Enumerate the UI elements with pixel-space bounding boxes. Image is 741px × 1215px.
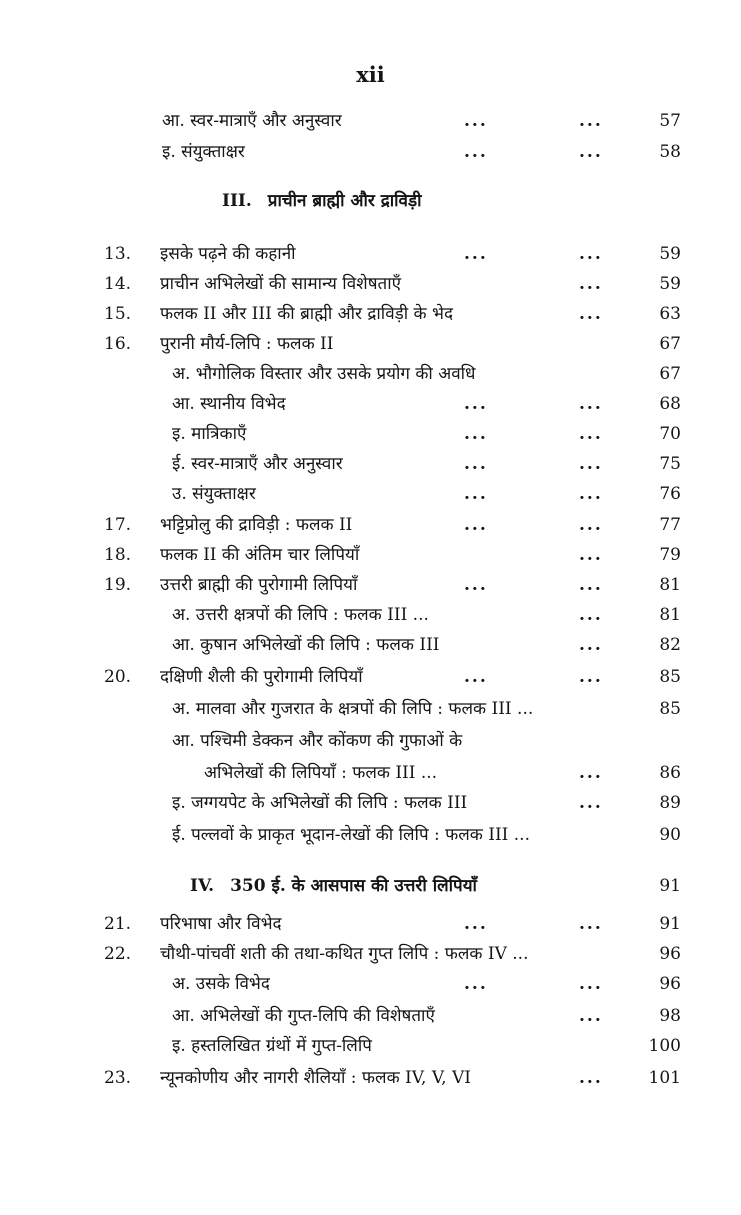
toc-entry — [104, 137, 684, 167]
entry-title: इ. संयुक्ताक्षर — [162, 142, 245, 162]
entry-page: 59 — [659, 244, 681, 264]
entry-title: आ. अभिलेखों की गुप्त-लिपि की विशेषताएँ — [172, 1006, 435, 1026]
leader-dots: ... — [579, 274, 603, 294]
toc-entry — [104, 389, 684, 419]
leader-dots: ... — [579, 515, 603, 535]
toc-entry — [104, 479, 684, 509]
entry-title: अभिलेखों की लिपियाँ : फलक III ... — [204, 763, 438, 783]
entry-title: फलक II और III की ब्राह्मी और द्राविड़ी के भेद — [160, 304, 453, 324]
entry-page: 101 — [648, 1068, 681, 1088]
entry-page: 57 — [659, 111, 681, 131]
entry-title: इ. हस्तलिखित ग्रंथों में गुप्त-लिपि — [172, 1036, 372, 1056]
entry-title: ई. पल्लवों के प्राकृत भूदान-लेखों की लिपि : फलक III ... — [172, 825, 530, 845]
section-roman: III. — [222, 191, 252, 211]
leader-dots: ... — [579, 763, 603, 783]
entry-title: आ. स्थानीय विभेद — [172, 394, 286, 414]
leader-dots: ... — [579, 394, 603, 414]
entry-page: 59 — [659, 274, 681, 294]
entry-page: 82 — [659, 635, 681, 655]
leader-dots: ... — [579, 1006, 603, 1026]
entry-page: 90 — [659, 825, 681, 845]
leader-dots: ... — [464, 974, 488, 994]
toc-entry — [104, 662, 684, 692]
leader-dots: ... — [579, 304, 603, 324]
entry-page: 75 — [659, 454, 681, 474]
toc-entry — [104, 909, 684, 939]
leader-dots: ... — [579, 793, 603, 813]
entry-page: 79 — [659, 545, 681, 565]
entry-page: 96 — [659, 944, 681, 964]
entry-number: 18. — [104, 545, 132, 565]
entry-title: अ. भौगोलिक विस्तार और उसके प्रयोग की अवधि — [172, 364, 476, 384]
toc-entry — [104, 969, 684, 999]
leader-dots: ... — [579, 1068, 603, 1088]
leader-dots: ... — [579, 142, 603, 162]
toc-entry — [104, 299, 684, 329]
toc-entry — [104, 1063, 684, 1093]
page-number: xii — [356, 62, 385, 87]
entry-title: भट्टिप्रोलु की द्राविड़ी : फलक II — [160, 515, 353, 535]
toc-entry — [104, 788, 684, 818]
entry-page: 58 — [659, 142, 681, 162]
entry-title: आ. पश्चिमी डेक्कन और कोंकण की गुफाओं के — [172, 731, 463, 751]
entry-title: चौथी-पांचवीं शती की तथा-कथित गुप्त लिपि : फलक IV ... — [160, 944, 529, 964]
entry-number: 19. — [104, 575, 132, 595]
entry-number: 21. — [104, 914, 132, 934]
section-heading — [222, 185, 692, 217]
entry-number: 16. — [104, 334, 132, 354]
entry-page: 86 — [659, 763, 681, 783]
leader-dots: ... — [464, 244, 488, 264]
entry-title: आ. कुषान अभिलेखों की लिपि : फलक III — [172, 635, 440, 655]
toc-entry — [104, 630, 684, 660]
leader-dots: ... — [579, 424, 603, 444]
leader-dots: ... — [464, 394, 488, 414]
entry-page: 81 — [659, 575, 681, 595]
entry-page: 100 — [648, 1036, 681, 1056]
entry-title: आ. स्वर-मात्राएँ और अनुस्वार — [162, 111, 342, 131]
entry-page: 85 — [659, 699, 681, 719]
entry-title: दक्षिणी शैली की पुरोगामी लिपियाँ — [160, 667, 363, 687]
leader-dots: ... — [464, 575, 488, 595]
entry-title: उत्तरी ब्राह्मी की पुरोगामी लिपियाँ — [160, 575, 358, 595]
entry-page: 96 — [659, 974, 681, 994]
toc-entry — [104, 570, 684, 600]
leader-dots: ... — [579, 454, 603, 474]
leader-dots: ... — [464, 111, 488, 131]
entry-title: उ. संयुक्ताक्षर — [172, 484, 256, 504]
leader-dots: ... — [579, 605, 603, 625]
entry-number: 17. — [104, 515, 132, 535]
entry-number: 23. — [104, 1068, 132, 1088]
section-heading — [190, 870, 690, 902]
section-page: 91 — [659, 876, 681, 896]
leader-dots: ... — [579, 635, 603, 655]
leader-dots: ... — [579, 974, 603, 994]
toc-entry — [104, 239, 684, 269]
entry-page: 68 — [659, 394, 681, 414]
leader-dots: ... — [579, 914, 603, 934]
entry-page: 77 — [659, 515, 681, 535]
entry-page: 67 — [659, 364, 681, 384]
entry-title: प्राचीन अभिलेखों की सामान्य विशेषताएँ — [160, 274, 402, 294]
leader-dots: ... — [464, 454, 488, 474]
leader-dots: ... — [464, 914, 488, 934]
entry-title: फलक II की अंतिम चार लिपियाँ — [160, 545, 360, 565]
leader-dots: ... — [464, 484, 488, 504]
toc-entry — [104, 1001, 684, 1031]
entry-number: 20. — [104, 667, 132, 687]
section-roman: IV. — [190, 876, 215, 896]
entry-number: 22. — [104, 944, 132, 964]
leader-dots: ... — [579, 575, 603, 595]
entry-number: 15. — [104, 304, 132, 324]
toc-entry — [104, 510, 684, 540]
leader-dots: ... — [464, 667, 488, 687]
entry-page: 63 — [659, 304, 681, 324]
entry-page: 98 — [659, 1006, 681, 1026]
toc-entry — [104, 269, 684, 299]
entry-title: ई. स्वर-मात्राएँ और अनुस्वार — [172, 454, 343, 474]
entry-title: अ. उसके विभेद — [172, 974, 270, 994]
leader-dots: ... — [579, 484, 603, 504]
toc-entry — [104, 540, 684, 570]
entry-page: 67 — [659, 334, 681, 354]
entry-number: 14. — [104, 274, 132, 294]
entry-page: 91 — [659, 914, 681, 934]
entry-title: परिभाषा और विभेद — [160, 914, 282, 934]
toc-entry — [104, 359, 684, 389]
entry-title: अ. उत्तरी क्षत्रपों की लिपि : फलक III ... — [172, 605, 429, 625]
entry-page: 76 — [659, 484, 681, 504]
section-title: प्राचीन ब्राह्मी और द्राविड़ी — [267, 191, 422, 211]
entry-page: 85 — [659, 667, 681, 687]
toc-entry — [104, 694, 684, 724]
toc-entry — [104, 600, 684, 630]
toc-entry — [104, 419, 684, 449]
entry-page: 81 — [659, 605, 681, 625]
toc-entry — [104, 726, 684, 756]
entry-title: पुरानी मौर्य-लिपि : फलक II — [160, 334, 334, 354]
leader-dots: ... — [464, 515, 488, 535]
toc-entry — [104, 329, 684, 359]
section-title: 350 ई. के आसपास की उत्तरी लिपियाँ — [230, 876, 477, 896]
entry-title: न्यूनकोणीय और नागरी शैलियाँ : फलक IV, V, VI — [160, 1068, 471, 1088]
leader-dots: ... — [579, 667, 603, 687]
entry-page: 70 — [659, 424, 681, 444]
leader-dots: ... — [579, 244, 603, 264]
toc-entry — [104, 1031, 684, 1061]
entry-number: 13. — [104, 244, 132, 264]
entry-title: इ. मात्रिकाएँ — [172, 424, 247, 444]
leader-dots: ... — [464, 424, 488, 444]
entry-title: इ. जग्गयपेट के अभिलेखों की लिपि : फलक III — [172, 793, 468, 813]
toc-entry — [104, 449, 684, 479]
entry-title: इसके पढ़ने की कहानी — [160, 244, 296, 264]
entry-page: 89 — [659, 793, 681, 813]
leader-dots: ... — [579, 111, 603, 131]
leader-dots: ... — [464, 142, 488, 162]
toc-entry — [104, 106, 684, 136]
toc-entry — [104, 820, 684, 850]
toc-entry — [104, 758, 684, 788]
toc-entry — [104, 939, 684, 969]
entry-title: अ. मालवा और गुजरात के क्षत्रपों की लिपि : फलक III ... — [172, 699, 534, 719]
leader-dots: ... — [579, 545, 603, 565]
